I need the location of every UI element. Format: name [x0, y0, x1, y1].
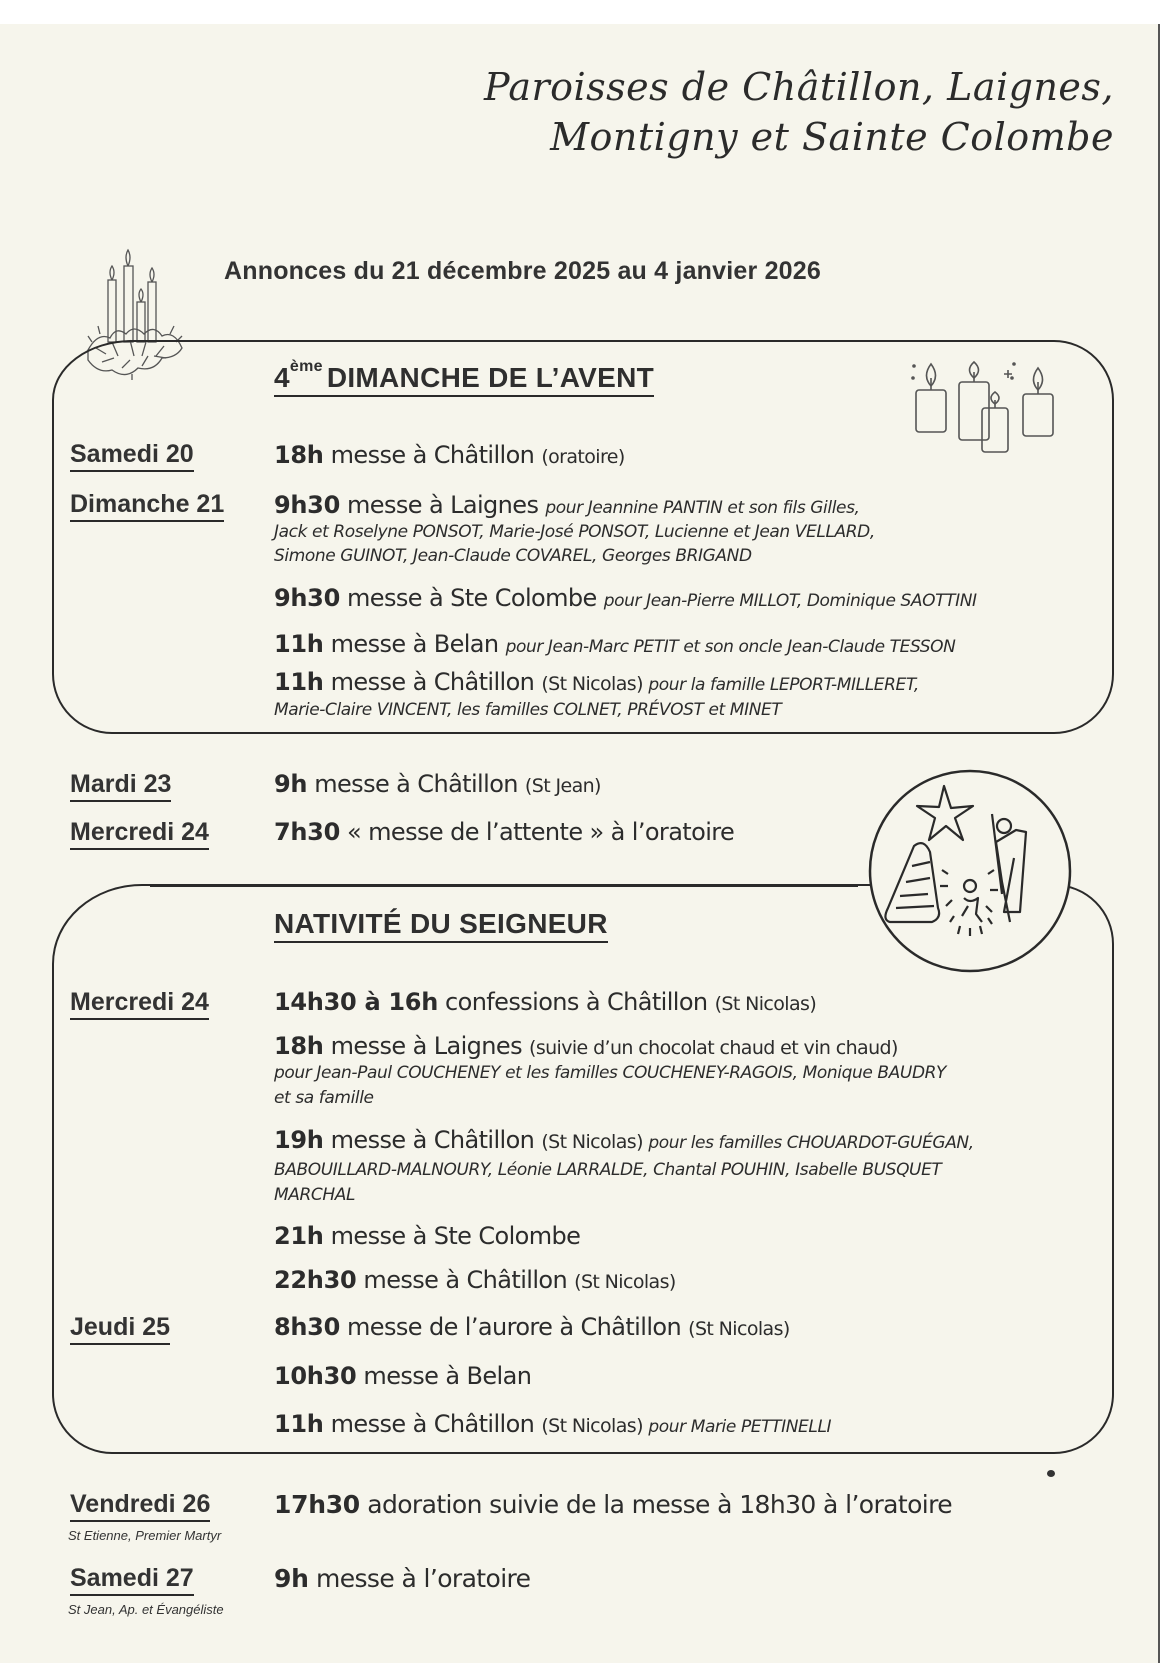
event-time: 9h: [274, 1564, 309, 1593]
title-line-1: Paroisses de Châtillon, Laignes,: [483, 65, 1114, 109]
event-time: 14h30 à 16h: [274, 988, 438, 1016]
event-text: messe à l’oratoire: [308, 1564, 531, 1593]
event-text: messe à Laignes: [323, 1032, 529, 1060]
announcement-period: Annonces du 21 décembre 2025 au 4 janvier 2026: [224, 257, 821, 285]
event-time: 9h30: [274, 491, 340, 519]
event-time: 18h: [274, 441, 324, 469]
day-label: Samedi 27: [70, 1564, 194, 1596]
event-text: confessions à Châtillon: [437, 988, 715, 1016]
candles-icon: [912, 360, 1062, 456]
event-time: 7h30: [274, 818, 340, 846]
event-line: [274, 491, 860, 519]
event-line: [274, 1362, 531, 1390]
day-label: Mercredi 24: [70, 988, 209, 1020]
event-line: [274, 818, 734, 846]
event-time: 21h: [274, 1222, 324, 1250]
intention-continued: et sa famille: [274, 1088, 374, 1108]
event-text: messe à Châtillon: [323, 441, 542, 469]
event-location: (St Nicolas): [541, 673, 649, 695]
event-time: 9h30: [274, 584, 340, 612]
event-text: adoration suivie de la messe à 18h30 à l’oratoire: [359, 1490, 953, 1519]
event-time: 8h30: [274, 1313, 340, 1341]
heading-superscript: ème: [289, 358, 323, 375]
event-text: messe à Ste Colombe: [323, 1222, 581, 1250]
day-label: Mardi 23: [70, 770, 171, 802]
event-text: messe à Laignes: [339, 491, 546, 519]
event-text: messe à Châtillon: [356, 1266, 575, 1294]
ink-speck: [1047, 1470, 1055, 1477]
event-line: [274, 988, 816, 1016]
heading-number: 4: [274, 362, 290, 393]
event-text: messe à Ste Colombe: [339, 584, 604, 612]
event-time: 11h: [274, 630, 324, 658]
event-line: [274, 441, 625, 469]
advent-heading: [274, 358, 655, 397]
event-location: (St Nicolas): [714, 993, 817, 1015]
event-location: (St Jean): [524, 775, 601, 797]
event-text: messe à Châtillon: [323, 668, 542, 696]
event-time: 18h: [274, 1032, 324, 1060]
event-intention: pour Marie PETTINELLI: [648, 1417, 832, 1437]
divider-line: [150, 885, 858, 887]
event-intention: pour Jeannine PANTIN et son fils Gilles,: [545, 498, 860, 518]
day-label: Mercredi 24: [70, 818, 209, 850]
day-label: Vendredi 26: [70, 1490, 210, 1522]
event-line: [274, 1410, 831, 1438]
intention-continued: pour Jean-Paul COUCHENEY et les familles COUCHENEY-RAGOIS, Monique BAUDRY: [274, 1063, 947, 1083]
parish-title: [484, 62, 1114, 162]
event-text: messe à Belan: [356, 1362, 532, 1390]
intention-continued: Simone GUINOT, Jean-Claude COVAREL, Georges BRIGAND: [274, 546, 752, 566]
event-time: 9h: [274, 770, 308, 798]
feast-label: St Jean, Ap. et Évangéliste: [68, 1602, 224, 1617]
intention-continued: BABOUILLARD-MALNOURY, Léonie LARRALDE, Chantal POUHIN, Isabelle BUSQUET: [274, 1160, 942, 1180]
heading-text: DIMANCHE DE L’AVENT: [326, 362, 655, 393]
event-time: 17h30: [274, 1490, 360, 1519]
nativity-scene-icon: [856, 766, 1084, 976]
event-line: [274, 1313, 790, 1341]
event-intention: pour Jean-Marc PETIT et son oncle Jean-Claude TESSON: [505, 637, 956, 657]
event-location: (suivie d’un chocolat chaud et vin chaud): [529, 1037, 898, 1059]
event-location: (St Nicolas): [541, 1131, 649, 1153]
intention-continued: Jack et Roselyne PONSOT, Marie-José PONSOT, Lucienne et Jean VELLARD,: [274, 522, 875, 542]
event-line: [274, 668, 919, 696]
event-text: « messe de l’attente » à l’oratoire: [339, 818, 735, 846]
nativity-heading: NATIVITÉ DU SEIGNEUR: [274, 908, 608, 943]
event-time: 22h30: [274, 1266, 357, 1294]
event-time: 10h30: [274, 1362, 357, 1390]
event-line: [274, 770, 601, 798]
event-line: [274, 584, 977, 612]
event-line: [274, 630, 955, 658]
event-time: 11h: [274, 668, 324, 696]
event-line: [274, 1126, 974, 1154]
event-location: (oratoire): [541, 446, 625, 468]
title-line-2: Montigny et Sainte Colombe: [550, 115, 1114, 159]
event-location: (St Nicolas): [574, 1271, 676, 1293]
feast-label: St Etienne, Premier Martyr: [68, 1528, 222, 1543]
event-time: 19h: [274, 1126, 324, 1154]
day-label: Jeudi 25: [70, 1313, 170, 1345]
event-line: [274, 1564, 530, 1593]
event-line: [274, 1222, 580, 1250]
event-location: (St Nicolas): [541, 1415, 649, 1437]
event-line: [274, 1032, 898, 1060]
event-text: messe à Châtillon: [307, 770, 525, 798]
event-intention: pour Jean-Pierre MILLOT, Dominique SAOTTINI: [603, 591, 977, 611]
event-line: [274, 1266, 676, 1294]
event-text: messe à Belan: [323, 630, 506, 658]
day-label: Samedi 20: [70, 440, 194, 472]
event-location: (St Nicolas): [688, 1318, 790, 1340]
event-text: messe de l’aurore à Châtillon: [339, 1313, 689, 1341]
event-text: messe à Châtillon: [323, 1410, 542, 1438]
day-label: Dimanche 21: [70, 490, 224, 522]
event-intention: pour les familles CHOUARDOT-GUÉGAN,: [648, 1133, 974, 1153]
event-text: messe à Châtillon: [323, 1126, 542, 1154]
event-line: [274, 1490, 952, 1519]
event-intention: pour la famille LEPORT-MILLERET,: [648, 675, 919, 695]
intention-continued: Marie-Claire VINCENT, les familles COLNET, PRÉVOST et MINET: [274, 700, 782, 720]
event-time: 11h: [274, 1410, 324, 1438]
intention-continued: MARCHAL: [274, 1185, 356, 1205]
